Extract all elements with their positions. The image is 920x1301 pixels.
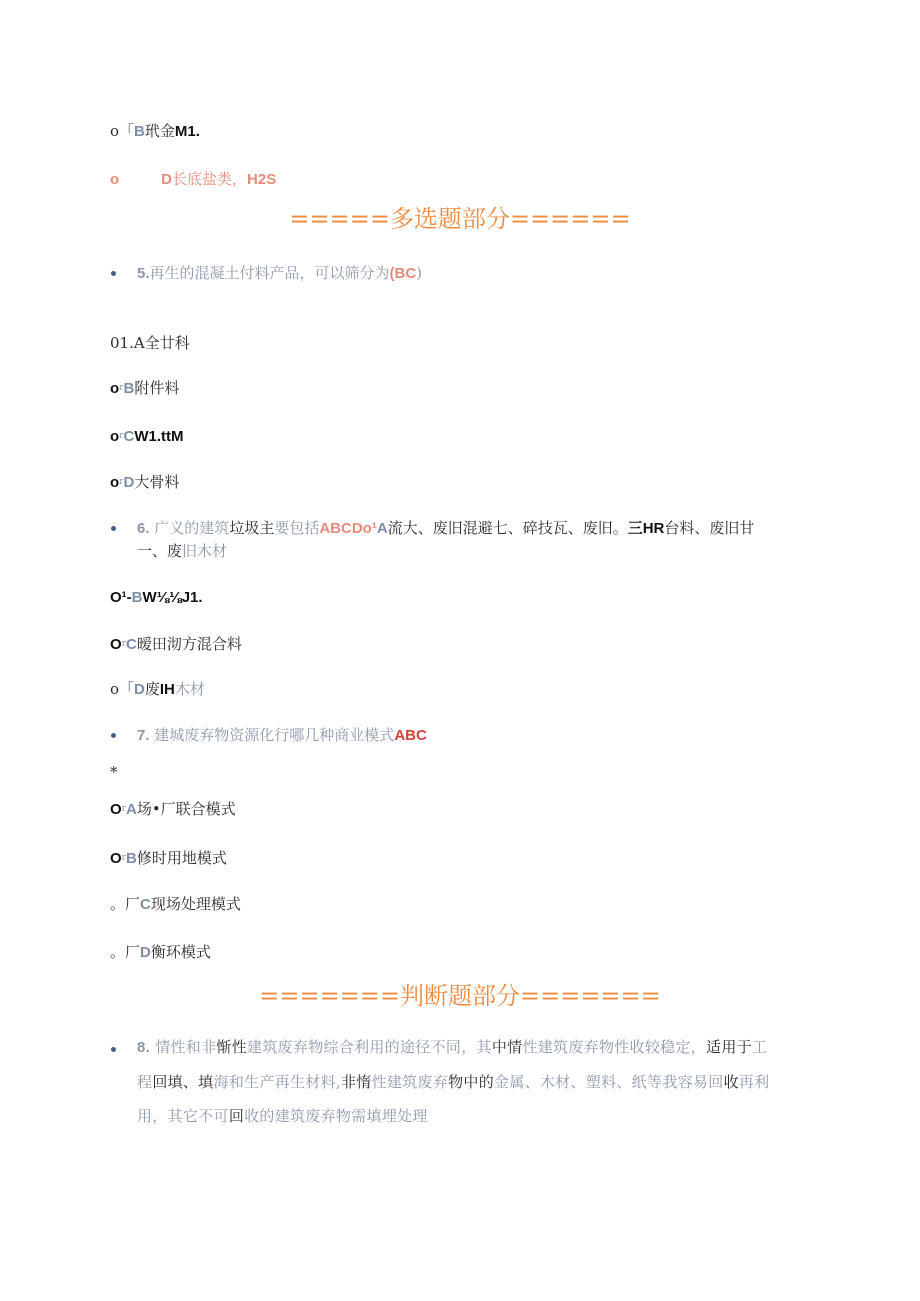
question-number: 8. bbox=[137, 1039, 151, 1056]
option-text: 玳金 bbox=[144, 122, 175, 140]
section-heading-judge: =======判断题部分======= bbox=[259, 982, 661, 1010]
option-text-bold: H2S bbox=[247, 171, 277, 188]
bullet-icon bbox=[111, 1047, 116, 1052]
radio-marker: o bbox=[110, 171, 120, 188]
option-letter: A bbox=[125, 801, 137, 818]
radio-marker: O bbox=[110, 801, 122, 818]
option-text: 全廿科 bbox=[144, 334, 190, 352]
q5-option-b[interactable]: $o^rB$附件料 bbox=[110, 379, 180, 397]
option-letter: B bbox=[131, 589, 143, 606]
q4-option-b[interactable] bbox=[110, 121, 200, 142]
bullet-icon bbox=[111, 526, 116, 531]
option-text-bold: M1. bbox=[174, 123, 200, 140]
option-letter: D bbox=[140, 944, 151, 961]
radio-marker: 01. bbox=[110, 334, 134, 352]
option-letter: C bbox=[125, 636, 137, 653]
option-letter: D bbox=[161, 171, 173, 188]
radio-marker: o bbox=[110, 428, 120, 445]
option-letter: B bbox=[123, 380, 135, 397]
q7-option-d[interactable] bbox=[110, 942, 211, 963]
option-text: 现场处理模式 bbox=[150, 895, 241, 913]
option-text: 大骨料 bbox=[134, 473, 180, 491]
question-number: 6. bbox=[137, 520, 150, 537]
q7-option-b[interactable]: $O^rB$修时用地模式 bbox=[110, 849, 227, 867]
option-text: 暧田沏方混合料 bbox=[136, 635, 242, 653]
radio-marker: o「 bbox=[110, 680, 135, 698]
question-7 bbox=[137, 725, 427, 746]
option-letter: B bbox=[125, 850, 137, 867]
radio-marker: o「 bbox=[110, 122, 135, 140]
option-text: W⅛⅛J1. bbox=[142, 589, 203, 606]
radio-marker: o bbox=[110, 474, 120, 491]
q7-option-c[interactable] bbox=[110, 894, 241, 915]
q5-option-a[interactable] bbox=[110, 333, 190, 353]
radio-marker: O bbox=[110, 850, 122, 867]
option-letter: B bbox=[134, 123, 145, 140]
option-letter: C bbox=[123, 428, 135, 445]
asterisk-mark: * bbox=[110, 763, 118, 781]
option-letter: D bbox=[123, 474, 135, 491]
option-text: 修时用地模式 bbox=[136, 849, 227, 867]
q6-option-b[interactable] bbox=[110, 587, 203, 608]
option-text: 附件料 bbox=[134, 379, 180, 397]
question-number: 5. bbox=[137, 265, 150, 282]
radio-marker: O¹- bbox=[110, 589, 132, 606]
option-text: 衡环模式 bbox=[150, 943, 211, 961]
question-6-line-2: 一、废旧木材 bbox=[137, 542, 228, 560]
option-letter: C bbox=[140, 896, 151, 913]
section-heading-multi: =====多选题部分====== bbox=[289, 205, 631, 233]
q5-option-d[interactable]: $o^rD$大骨料 bbox=[110, 473, 180, 491]
radio-marker: o bbox=[110, 380, 120, 397]
question-8: 8. 情性和非惭性建筑废弃物综合利用的途径不同，其中情性建筑废弃物性收较稳定，适用于工 程回填、填海和生产再生材料,非惰性建筑废弃物中的金属、木材、塑料、纸等我容易回收再利 用，其它不可回收的建筑废弃物需填埋处理 bbox=[137, 1038, 770, 1125]
radio-marker: 。厂 bbox=[110, 895, 141, 913]
question-text: 再生的混凝土付料产品，可以筛分为 bbox=[149, 264, 390, 282]
question-5: 5.再生的混凝土付料产品，可以筛分为(BC) bbox=[137, 264, 423, 282]
option-text: 场•厂联合模式 bbox=[136, 800, 236, 818]
radio-marker: O bbox=[110, 636, 122, 653]
question-number: 7. bbox=[137, 727, 150, 744]
q7-option-a[interactable]: $O^rA$场•厂联合模式 bbox=[110, 800, 236, 818]
question-6: 6. 广义的建筑垃圾主要包括ABCDo¹A流大、废旧混避七、碎技瓦、废旧。三HR台料、废旧甘 bbox=[137, 519, 755, 537]
q6-option-c[interactable]: $O^rC$暧田沏方混合料 bbox=[110, 635, 242, 653]
option-text: W1.ttM bbox=[134, 428, 184, 445]
option-text: 长底盐类， bbox=[172, 170, 248, 188]
question-answer: (BC bbox=[389, 265, 417, 282]
radio-marker: 。厂 bbox=[110, 943, 141, 961]
question-text: 建城废弃物资源化行哪几种商业模式 bbox=[154, 726, 395, 744]
bullet-icon bbox=[111, 271, 116, 276]
q5-option-c[interactable]: $o^rCW1.ttM$ bbox=[110, 428, 184, 445]
option-letter: D bbox=[134, 681, 145, 698]
question-answer: ABC bbox=[394, 727, 427, 744]
q4-option-d[interactable] bbox=[110, 169, 276, 190]
option-text: 废 bbox=[144, 680, 160, 698]
q6-option-d[interactable]: o「D废IH木材 bbox=[110, 680, 205, 698]
question-answer: ABCDo¹ bbox=[319, 520, 377, 537]
option-letter: A bbox=[133, 334, 145, 352]
bullet-icon bbox=[111, 733, 116, 738]
